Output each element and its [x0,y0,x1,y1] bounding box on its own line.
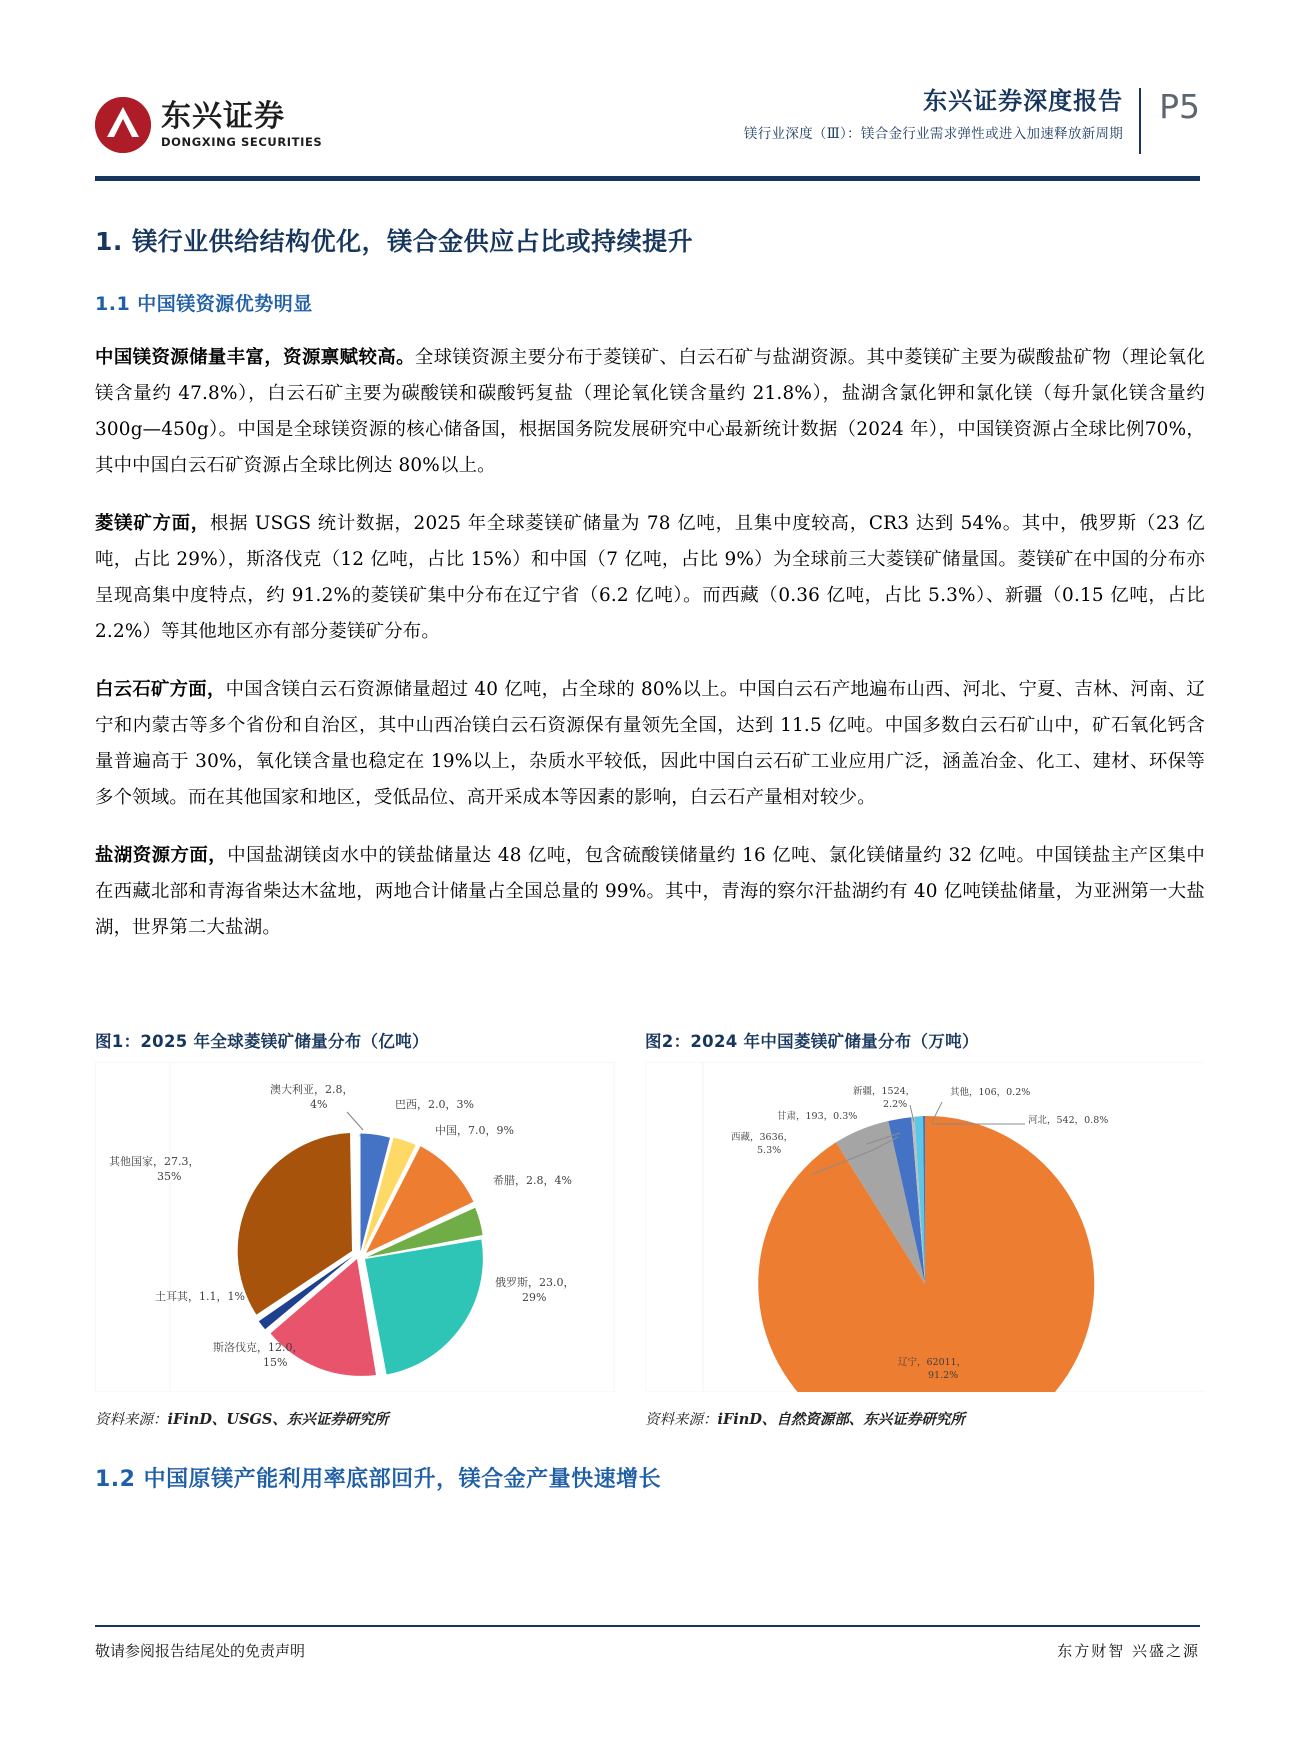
paragraph-4-text: 中国盐湖镁卤水中的镁盐储量达 48 亿吨，包含硫酸镁储量约 16 亿吨、氯化镁储量约 32 亿吨。中国镁盐主产区集中在西藏北部和青海省柴达木盆地，两地合计储量占全国总量的 99%。其中，青海的察尔汗盐湖约有 40 亿吨镁盐储量，为亚洲第一大盐湖，世界第二大盐湖。 [95,845,1205,938]
body-content [95,340,1205,968]
subsection-heading-1-1: 1.1 中国镁资源优势明显 [95,293,313,315]
pie-slices [758,1116,1094,1392]
pie-label-tibet-line1: 西藏，3636， [731,1132,794,1143]
pie-label-turkey: 土耳其，1.1，1% [155,1290,245,1303]
report-subtitle: 镁行业深度（Ⅲ）：镁合金行业需求弹性或进入加速释放新周期 [743,126,1124,143]
pie-label-greece: 希腊，2.8，4% [493,1174,572,1187]
paragraph-2-text: 根据 USGS 统计数据，2025 年全球菱镁矿储量为 78 亿吨，且集中度较高，CR3 达到 54%。其中，俄罗斯（23 亿吨，占比 29%），斯洛伐克（12 亿吨，占比 15%）和中国（7 亿吨，占比 9%）为全球前三大菱镁矿储量国。菱镁矿在中国的分布亦呈现高集中度特点，约 91.2%的菱镁矿集中分布在辽宁省（6.2 亿吨）。而西藏（0.36 亿吨，占比 5.3%）、新疆（0.15 亿吨，占比 2.2%）等其他地区亦有部分菱镁矿分布。 [95,513,1206,642]
logo-text-block [161,98,323,150]
paragraph-1 [95,340,1205,484]
pie-label-australia-line1: 澳大利亚，2.8， [270,1083,354,1096]
pie-label-russia-line1: 俄罗斯，23.0， [495,1276,575,1289]
pie-label-liaoning-line2: 91.2% [928,1370,959,1381]
paragraph-2-lead: 菱镁矿方面， [95,513,210,534]
pie-label-slovakia-line2: 15% [263,1356,288,1369]
paragraph-4-lead: 盐湖资源方面， [95,845,228,866]
logo-english-name: DONGXING SECURITIES [161,135,323,150]
subsection-heading-1-2: 1.2 中国原镁产能利用率底部回升，镁合金产量快速增长 [95,1467,662,1492]
pie-slices [238,1133,483,1376]
figure-2-source-text: iFinD、自然资源部、东兴证券研究所 [717,1411,965,1428]
footer-disclaimer: 敬请参阅报告结尾处的免责声明 [95,1642,306,1660]
pie-label-other: 其他，106，0.2% [950,1087,1031,1098]
section-heading-1: 1. 镁行业供给结构优化，镁合金供应占比或持续提升 [95,227,694,256]
paragraph-4 [95,838,1205,946]
figure-2-source-prefix: 资料来源： [645,1412,718,1428]
page-number: P5 [1159,87,1200,126]
pie-label-xinjiang-line1: 新疆，1524， [853,1086,916,1097]
figure-2-caption: 图2：2024 年中国菱镁矿储量分布（万吨） [645,1032,979,1051]
pie-label-australia-line2: 4% [310,1098,328,1111]
footer-slogan: 东方财智 兴盛之源 [1057,1642,1200,1660]
header-title-group [744,88,1141,154]
pie-label-gansu: 甘肃，193，0.3% [777,1111,858,1122]
pie-label-others-line2: 35% [157,1170,182,1183]
pie-label-tibet-line2: 5.3% [757,1145,782,1156]
pie-label-russia-line2: 29% [522,1291,547,1304]
figure-2 [645,1028,1205,1429]
figure-2-chart [645,1062,1205,1392]
figure-1-source-prefix: 资料来源： [95,1412,168,1428]
figure-1-source-text: iFinD、USGS、东兴证券研究所 [167,1411,389,1428]
pie-label-china: 中国，7.0，9% [435,1124,514,1137]
report-title: 东兴证券深度报告 [923,87,1124,115]
pie-label-liaoning-line1: 辽宁，62011， [898,1357,967,1368]
paragraph-1-text: 全球镁资源主要分布于菱镁矿、白云石矿与盐湖资源。其中菱镁矿主要为碳酸盐矿物（理论氧化镁含量约 47.8%），白云石矿主要为碳酸镁和碳酸钙复盐（理论氧化镁含量约 21.8%），盐湖含氯化钾和氯化镁（每升氯化镁含量约 300g—450g）。中国是全球镁资源的核心储备国，根据国务院发展研究中心最新统计数据（2024 年），中国镁资源占全球比例70%，其中中国白云石矿资源占全球比例达 80%以上。 [95,347,1206,476]
dongxing-logo-icon [95,97,151,153]
header-divider [95,176,1200,181]
pie-label-slovakia-line1: 斯洛伐克，12.0， [213,1341,304,1354]
figure-2-source [645,1408,1205,1429]
pie-label-hebei: 河北，542，0.8% [1028,1115,1109,1126]
pie-label-xinjiang-line2: 2.2% [883,1099,908,1110]
page-footer [95,1640,1200,1661]
paragraph-3-text: 中国含镁白云石资源储量超过 40 亿吨，占全球的 80%以上。中国白云石产地遍布山西、河北、宁夏、吉林、河南、辽宁和内蒙古等多个省份和自治区，其中山西冶镁白云石资源保有量领先全国，达到 11.5 亿吨。中国多数白云石矿山中，矿石氧化钙含量普遍高于 30%，氧化镁含量也稳定在 19%以上，杂质水平较低，因此中国白云石矿工业应用广泛，涵盖冶金、化工、建材、环保等多个领域。而在其他国家和地区，受低品位、高开采成本等因素的影响，白云石产量相对较少。 [95,679,1205,808]
paragraph-2 [95,506,1205,650]
company-logo [95,90,395,160]
figure-1 [95,1028,615,1429]
figure-1-source [95,1408,615,1429]
header-right-group [744,88,1200,166]
footer-divider [95,1625,1200,1627]
pie-label-brazil: 巴西，2.0，3% [395,1098,474,1111]
paragraph-1-lead: 中国镁资源储量丰富，资源禀赋较高。 [95,347,415,368]
pie-label-others-line1: 其他国家，27.3， [109,1155,200,1168]
pie-chart-global-magnesite [95,1062,615,1392]
figure-1-chart [95,1062,615,1392]
figure-1-caption: 图1：2025 年全球菱镁矿储量分布（亿吨） [95,1032,429,1051]
paragraph-3 [95,672,1205,816]
pie-chart-china-magnesite [645,1062,1205,1392]
page-header [95,88,1200,174]
paragraph-3-lead: 白云石矿方面， [95,679,226,700]
logo-chinese-name: 东兴证券 [161,98,285,134]
